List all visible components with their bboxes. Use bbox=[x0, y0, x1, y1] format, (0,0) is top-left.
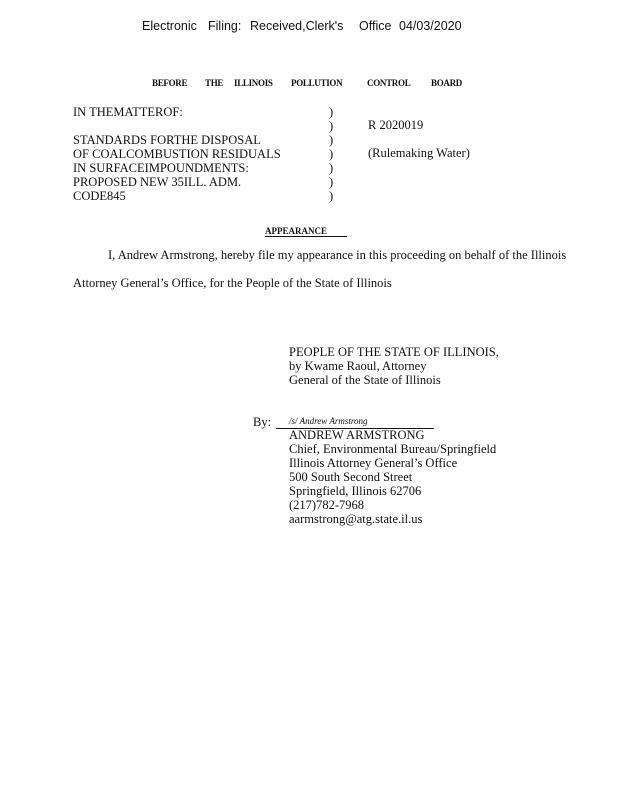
caption-paren: ) bbox=[329, 133, 334, 147]
board-word-6: BOARD bbox=[431, 78, 463, 88]
board-word-1: BEFORE bbox=[152, 78, 188, 88]
caption-paren: ) bbox=[329, 161, 334, 175]
contact-office: Illinois Attorney General’s Office bbox=[289, 456, 458, 470]
caption-paren: ) bbox=[329, 189, 334, 203]
stamp-filing: Filing: bbox=[208, 19, 242, 33]
contact-city: Springfield, Illinois 62706 bbox=[289, 484, 422, 498]
stamp-electronic: Electronic bbox=[142, 19, 197, 33]
body-line-2: Attorney General’s Office, for the People of the State of Illinois bbox=[73, 276, 392, 290]
caption-line-5: IN SURFACEIMPOUNDMENTS: bbox=[73, 161, 249, 175]
caption-line-7: CODE845 bbox=[73, 189, 126, 203]
caption-line-4: OF COALCOMBUSTION RESIDUALS bbox=[73, 147, 281, 161]
caption-line-3: STANDARDS FORTHE DISPOSAL bbox=[73, 133, 261, 147]
party-line-2: by Kwame Raoul, Attorney bbox=[289, 359, 427, 373]
contact-street: 500 South Second Street bbox=[289, 470, 413, 484]
caption-paren: ) bbox=[329, 105, 334, 119]
caption-paren: ) bbox=[329, 119, 334, 133]
contact-title: Chief, Environmental Bureau/Springfield bbox=[289, 442, 497, 456]
caption-line-1: IN THEMATTEROF: bbox=[73, 105, 183, 119]
by-label: By: bbox=[253, 415, 272, 429]
contact-name: ANDREW ARMSTRONG bbox=[289, 428, 425, 442]
party-line-3: General of the State of Illinois bbox=[289, 373, 441, 387]
docket-number: R 2020019 bbox=[368, 118, 424, 132]
contact-email[interactable]: aarmstrong@atg.state.il.us bbox=[289, 512, 423, 526]
signature: /s/ Andrew Armstrong bbox=[289, 416, 368, 426]
board-word-5: CONTROL bbox=[367, 78, 411, 88]
caption-paren: ) bbox=[329, 175, 334, 189]
body-line-1: I, Andrew Armstrong, hereby file my appearance in this proceeding on behalf of the Illinois bbox=[108, 248, 567, 262]
appearance-title: APPEARANCE bbox=[265, 226, 347, 237]
docket-type: (Rulemaking Water) bbox=[368, 146, 470, 160]
party-line-1: PEOPLE OF THE STATE OF ILLINOIS, bbox=[289, 345, 499, 359]
board-word-2: THE bbox=[205, 78, 224, 88]
board-word-4: POLLUTION bbox=[291, 78, 343, 88]
caption-line-6: PROPOSED NEW 35ILL. ADM. bbox=[73, 175, 242, 189]
board-word-3: ILLINOIS bbox=[234, 78, 273, 88]
stamp-office: Office bbox=[359, 19, 392, 33]
caption-paren: ) bbox=[329, 147, 334, 161]
stamp-date: 04/03/2020 bbox=[399, 19, 462, 33]
contact-phone: (217)782-7968 bbox=[289, 498, 364, 512]
stamp-received: Received,Clerk's bbox=[250, 19, 344, 33]
